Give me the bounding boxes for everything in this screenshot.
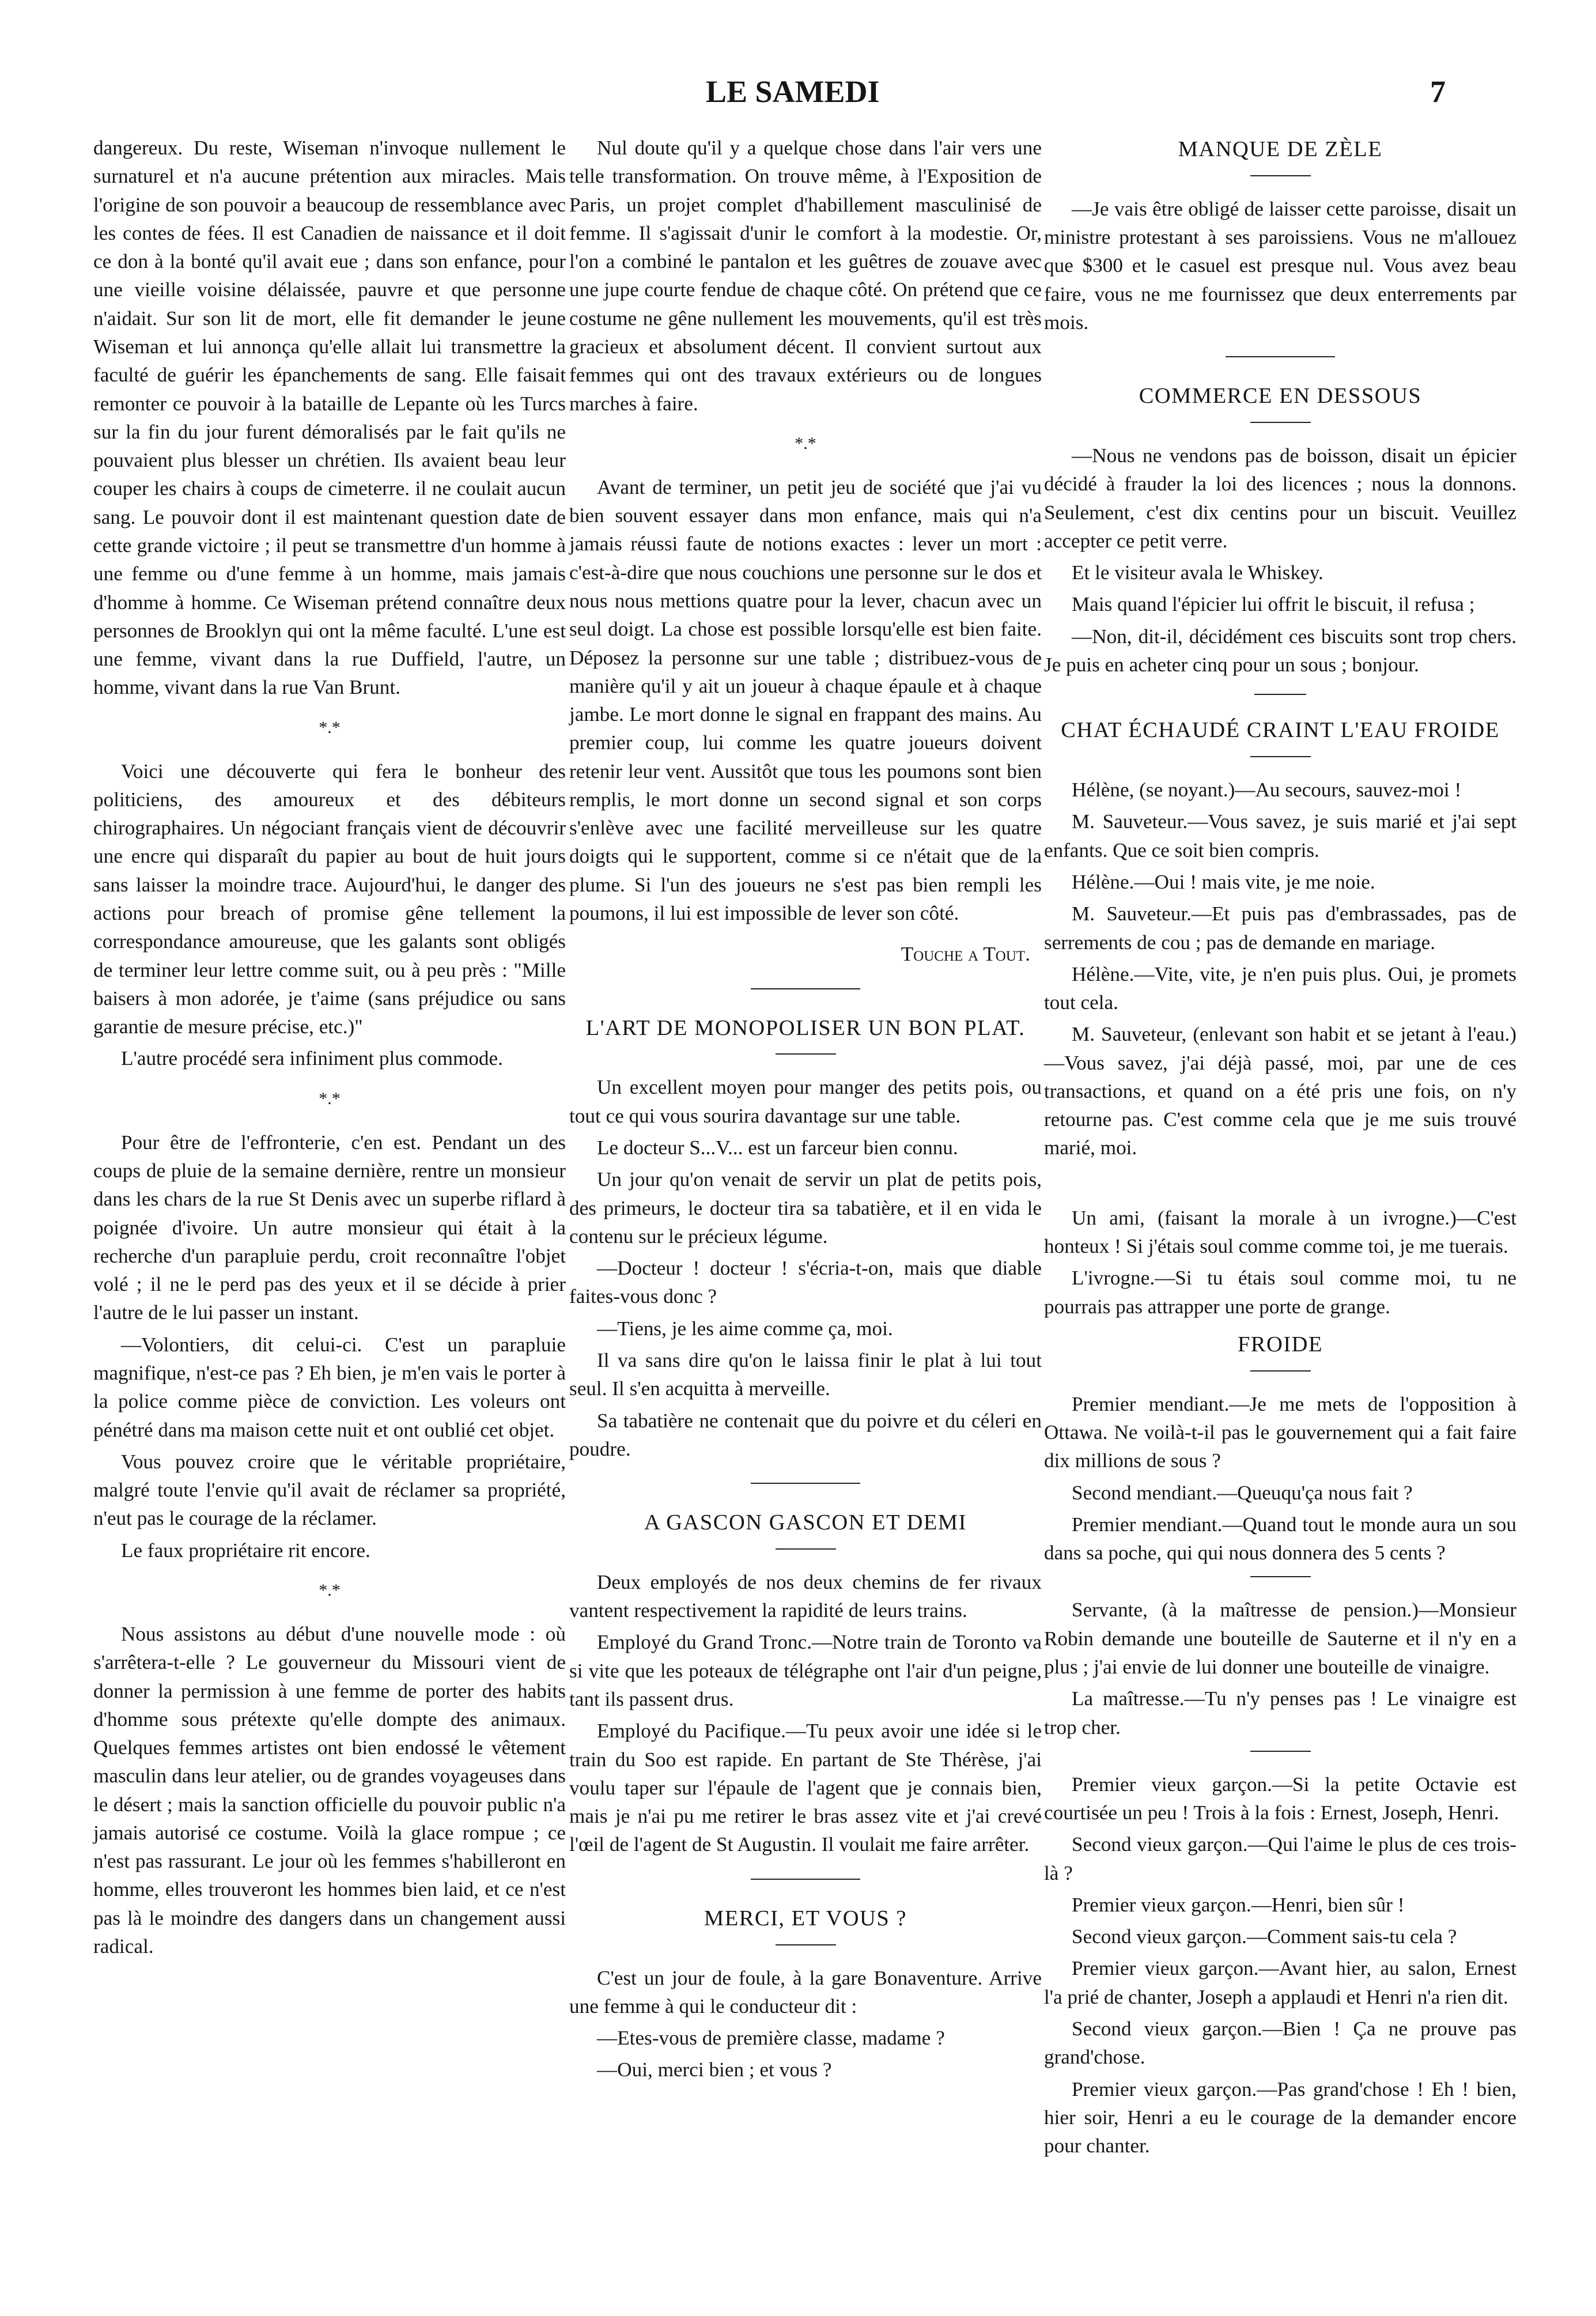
article-paragraph: Un excellent moyen pour manger des petits pois, ou tout ce qui vous sourira davantage sur une table.	[569, 1076, 1042, 1127]
article-paragraph: Un ami, (faisant la morale à un ivrogne.)—C'est honteux ! Si j'étais soul comme comme toi, je me tuerais.	[1044, 1206, 1516, 1258]
section-divider	[1250, 1751, 1311, 1752]
article-paragraph: Second mendiant.—Queuqu'ça nous fait ?	[1072, 1481, 1413, 1504]
article-paragraph: Hélène.—Vite, vite, je n'en puis plus. Oui, je promets tout cela.	[1044, 962, 1516, 1014]
section-separator-stars: *.*	[319, 1089, 341, 1108]
article-paragraph: Second vieux garçon.—Bien ! Ça ne prouve pas grand'chose.	[1044, 2017, 1516, 2069]
article-paragraph: —Etes-vous de première classe, madame ?	[597, 2027, 945, 2050]
article-paragraph: Second vieux garçon.—Qui l'aime le plus de ces trois-là ?	[1044, 1833, 1516, 1884]
article-paragraph: Deux employés de nos deux chemins de fer rivaux vantent respectivement la rapidité de leurs trains.	[569, 1570, 1042, 1622]
heading-rule	[1250, 1370, 1311, 1372]
section-divider	[1226, 356, 1335, 357]
heading-rule	[1250, 422, 1311, 423]
section-separator-stars: *.*	[319, 1580, 341, 1600]
article-heading: FROIDE	[1237, 1332, 1323, 1357]
section-divider	[751, 1879, 860, 1880]
article-paragraph: dangereux. Du reste, Wiseman n'invoque nullement le surnaturel et n'a aucune prétention aux miracles. Mais l'origine de son pouvoir a beaucoup de ressemblance avec les contes de fées. Il est Canadien de naissance et il doit ce don à la bonté qu'il avait eue ; dans son enfance, pour une vieille voisine délaissée, pauvre et que personne n'aidait. Sur son lit de mort, elle fit demander le jeune Wiseman et lui annonça qu'elle allait lui transmettre la faculté de guérir les épanchements de sang. Elle faisait remonter ce pouvoir à la bataille de Lepante où les Turcs sur la fin du jour furent démoralisés par le fait qu'ils ne pouvaient plus blesser un chrétien. Ils avaient beau leur couper les chairs à coups de cimeterre. il ne coulait aucun sang. Le pouvoir dont il est maintenant question date de cette grande victoire ; il peut se transmettre d'un homme à une femme ou d'une femme à un homme, mais jamais d'homme à homme. Ce Wiseman prétend connaître deux personnes de Brooklyn qui ont la même faculté. L'une est une femme, vivant dans la rue Duffield, l'autre, un homme, vivant dans la rue Van Brunt.	[93, 137, 566, 699]
article-paragraph: Et le visiteur avala le Whiskey.	[1072, 561, 1323, 584]
article-paragraph: —Volontiers, dit celui-ci. C'est un parapluie magnifique, n'est-ce pas ? Eh bien, je m'en vais le porter à la police comme pièce de conviction. Les voleurs ont pénétré dans ma maison cette nuit et ont oublié cet objet.	[93, 1333, 566, 1441]
heading-rule	[776, 1548, 836, 1550]
heading-rule	[1250, 175, 1311, 176]
article-paragraph: Vous pouvez croire que le véritable propriétaire, malgré toute l'envie qu'il avait de réclamer sa propriété, n'eut pas le courage de la réclamer.	[93, 1450, 566, 1530]
author-signature: Touche a Tout.	[901, 943, 1030, 966]
article-paragraph: Premier vieux garçon.—Pas grand'chose ! Eh ! bien, hier soir, Henri a eu le courage de la demander encore pour chanter.	[1044, 2077, 1516, 2158]
article-paragraph: Premier vieux garçon.—Si la petite Octavie est courtisée un peu ! Trois à la fois : Ernest, Joseph, Henri.	[1044, 1773, 1516, 1824]
article-paragraph: Un jour qu'on venait de servir un plat de petits pois, des primeurs, le docteur tira sa tabatière, et il en vida le contenu sur le précieux légume.	[569, 1168, 1042, 1248]
article-paragraph: Le docteur S...V... est un farceur bien connu.	[597, 1136, 958, 1159]
article-paragraph: —Je vais être obligé de laisser cette paroisse, disait un ministre protestant à ses paroissiens. Vous ne m'allouez que $300 et le casuel est presque nul. Vous avez beau faire, vous ne me fournissez que deux enterrements par mois.	[1044, 197, 1516, 334]
running-title: LE SAMEDI	[706, 74, 880, 109]
article-heading: CHAT ÉCHAUDÉ CRAINT L'EAU FROIDE	[1061, 718, 1500, 743]
article-paragraph: —Nous ne vendons pas de boisson, disait un épicier décidé à frauder la loi des licences ; nous la donnons. Seulement, c'est dix centins pour un biscuit. Veuillez accepter ce petit verre.	[1044, 444, 1516, 552]
article-heading: A GASCON GASCON ET DEMI	[644, 1510, 967, 1535]
article-paragraph: Voici une découverte qui fera le bonheur des politiciens, des amoureux et des débiteurs chirographaires. Un négociant français vient de découvrir une encre qui disparaît du papier au bout de huit jours sans laisser la moindre trace. Aujourd'hui, le danger des actions pour breach of promise gêne tellement la correspondance amoureuse, que les galants sont obligés de terminer leur lettre comme suit, ou à peu près : "Mille baisers à mon adorée, je t'aime (sans préjudice ou sans garantie de mesure précise, etc.)"	[93, 760, 566, 1038]
heading-rule	[1250, 756, 1311, 757]
article-paragraph: Nul doute qu'il y a quelque chose dans l'air vers une telle transformation. On trouve même, à l'Exposition de Paris, un projet complet d'habillement masculinisé de femme. Il s'agissait d'unir le comfort à la modestie. Or, l'on a combiné le pantalon et les guêtres de zouave avec une jupe courte fendue de chaque côté. On prétend que ce costume ne gêne nullement les mouvements, qu'il est très gracieux et absolument décent. Il convient surtout aux femmes qui ont des travaux extérieurs ou de longues marches à faire.	[569, 137, 1042, 415]
article-paragraph: Le faux propriétaire rit encore.	[121, 1539, 370, 1562]
article-paragraph: Premier vieux garçon.—Henri, bien sûr !	[1072, 1893, 1405, 1916]
section-divider	[1250, 1576, 1311, 1577]
article-paragraph: L'ivrogne.—Si tu étais soul comme moi, tu ne pourrais pas attrapper une porte de grange.	[1044, 1267, 1516, 1318]
article-paragraph: Nous assistons au début d'une nouvelle mode : où s'arrêtera-t-elle ? Le gouverneur du Missouri vient de donner la permission à une femme de porter des habits d'homme sous prétexte qu'elle dompte des animaux. Quelques femmes artistes ont bien endossé le vêtement masculin dans leur atelier, ou de grandes voyageuses dans le désert ; mais la sanction officielle du pouvoir public n'a jamais autorisé ce costume. Voilà la glace rompue ; ce n'est pas rassurant. Le jour où les femmes s'habilleront en homme, elles trouveront les hommes bien laid, et ce n'est pas là le moindre des dangers dans un changement aussi radical.	[93, 1622, 566, 1958]
article-paragraph: M. Sauveteur.—Et puis pas d'embrassades, pas de serrements de cou ; pas de demande en mariage.	[1044, 902, 1516, 954]
page-number: 7	[1430, 74, 1446, 109]
article-heading: MERCI, ET VOUS ?	[704, 1906, 907, 1930]
article-paragraph: Premier vieux garçon.—Avant hier, au salon, Ernest l'a prié de chanter, Joseph a applaudi et Henri n'a rien dit.	[1044, 1957, 1516, 2008]
article-paragraph: Second vieux garçon.—Comment sais-tu cela ?	[1072, 1925, 1457, 1948]
heading-rule	[776, 1944, 836, 1945]
article-paragraph: C'est un jour de foule, à la gare Bonaventure. Arrive une femme à qui le conducteur dit :	[569, 1966, 1042, 2017]
article-paragraph: Mais quand l'épicier lui offrit le biscuit, il refusa ;	[1072, 593, 1475, 616]
section-divider	[1254, 694, 1306, 695]
article-paragraph: Hélène, (se noyant.)—Au secours, sauvez-moi !	[1072, 779, 1462, 802]
article-heading: MANQUE DE ZÈLE	[1178, 137, 1383, 161]
article-paragraph: Hélène.—Oui ! mais vite, je me noie.	[1072, 870, 1375, 893]
article-paragraph: Servante, (à la maîtresse de pension.)—Monsieur Robin demande une bouteille de Sauterne et il n'y en a plus ; j'ai envie de lui donner une bouteille de vinaigre.	[1044, 1599, 1516, 1678]
article-paragraph: Employé du Grand Tronc.—Notre train de Toronto va si vite que les poteaux de télégraphe ont l'air d'un peigne, tant ils passent drus.	[569, 1631, 1042, 1710]
article-paragraph: Pour être de l'effronterie, c'en est. Pendant un des coups de pluie de la semaine dernière, rentre un monsieur dans les chars de la rue St Denis avec un superbe riflard à poignée d'ivoire. Un autre monsieur qui était à la recherche d'un parapluie perdu, croit reconnaître l'objet volé ; il ne le perd pas des yeux et il se décide à prier l'autre de le lui passer un instant.	[93, 1131, 566, 1324]
column-right	[1044, 134, 1516, 2163]
article-paragraph: —Non, dit-il, décidément ces biscuits sont trop chers. Je puis en acheter cinq pour un sous ; bonjour.	[1044, 625, 1516, 676]
article-paragraph: M. Sauveteur.—Vous savez, je suis marié et j'ai sept enfants. Que ce soit bien compris.	[1044, 810, 1516, 862]
article-paragraph: Il va sans dire qu'on le laissa finir le plat à lui tout seul. Il s'en acquitta à merveille.	[569, 1348, 1042, 1400]
article-paragraph: M. Sauveteur, (enlevant son habit et se jetant à l'eau.)—Vous savez, j'ai déjà passé, moi, par une de ces transactions, et quand on a été pris une fois, on n'y retourne pas. C'est comme cela que je me suis trouvé marié, moi.	[1044, 1023, 1516, 1159]
article-paragraph: —Tiens, je les aime comme ça, moi.	[597, 1317, 893, 1340]
section-divider	[751, 988, 860, 989]
column-left	[93, 134, 566, 1964]
article-heading: L'ART DE MONOPOLISER UN BON PLAT.	[585, 1015, 1026, 1040]
article-paragraph: Premier mendiant.—Quand tout le monde aura un sou dans sa poche, qui qui nous donnera des 5 cents ?	[1044, 1513, 1516, 1565]
article-heading: COMMERCE EN DESSOUS	[1139, 384, 1422, 409]
article-paragraph: —Docteur ! docteur ! s'écria-t-on, mais que diable faites-vous donc ?	[569, 1257, 1042, 1308]
article-paragraph: L'autre procédé sera infiniment plus commode.	[121, 1047, 503, 1070]
article-paragraph: Sa tabatière ne contenait que du poivre et du céleri en poudre.	[569, 1409, 1042, 1460]
article-paragraph: La maîtresse.—Tu n'y penses pas ! Le vinaigre est trop cher.	[1044, 1687, 1516, 1739]
section-separator-stars: *.*	[319, 717, 341, 737]
article-paragraph: Employé du Pacifique.—Tu peux avoir une idée si le train du Soo est rapide. En partant de Ste Thérèse, j'ai voulu taper sur l'épaule de l'agent que je connais bien, mais je n'ai pu me retirer le bras assez vite et j'ai crevé l'œil de l'agent de St Augustin. Il voulait me faire arrêter.	[569, 1720, 1042, 1856]
article-paragraph: Premier mendiant.—Je me mets de l'opposition à Ottawa. Ne voilà-t-il pas le gouvernement qui a fait faire dix millions de sous ?	[1044, 1392, 1516, 1472]
heading-rule	[776, 1053, 836, 1055]
blank-space	[1044, 1166, 1516, 1204]
section-separator-stars: *.*	[795, 433, 816, 453]
section-divider	[751, 1483, 860, 1484]
article-paragraph: —Oui, merci bien ; et vous ?	[597, 2058, 832, 2081]
article-paragraph: Avant de terminer, un petit jeu de société que j'ai vu bien souvent essayer dans mon enfance, mais qui n'a jamais réussi faute de notions exactes : lever un mort : c'est-à-dire que nous couchions une personne sur le dos et nous nous mettions quatre pour la lever, chacun avec un seul doigt. La chose est possible lorsqu'elle est bien faite. Déposez la personne sur une table ; distribuez-vous de manière qu'il y ait un joueur à chaque épaule et à chaque jambe. Le mort donne le signal en frappant des mains. Au premier coup, lui comme les quatre joueurs doivent retenir leur vent. Aussitôt que tous les poumons sont bien remplis, le mort donne un second signal et son corps s'enlève avec une facilité merveilleuse sur les quatre doigts qui le supportent, comme si ce n'était que de la plume. Si l'un des joueurs ne s'est pas bien rempli les poumons, il lui est impossible de lever son côté.	[569, 475, 1042, 925]
column-middle	[569, 134, 1042, 2088]
